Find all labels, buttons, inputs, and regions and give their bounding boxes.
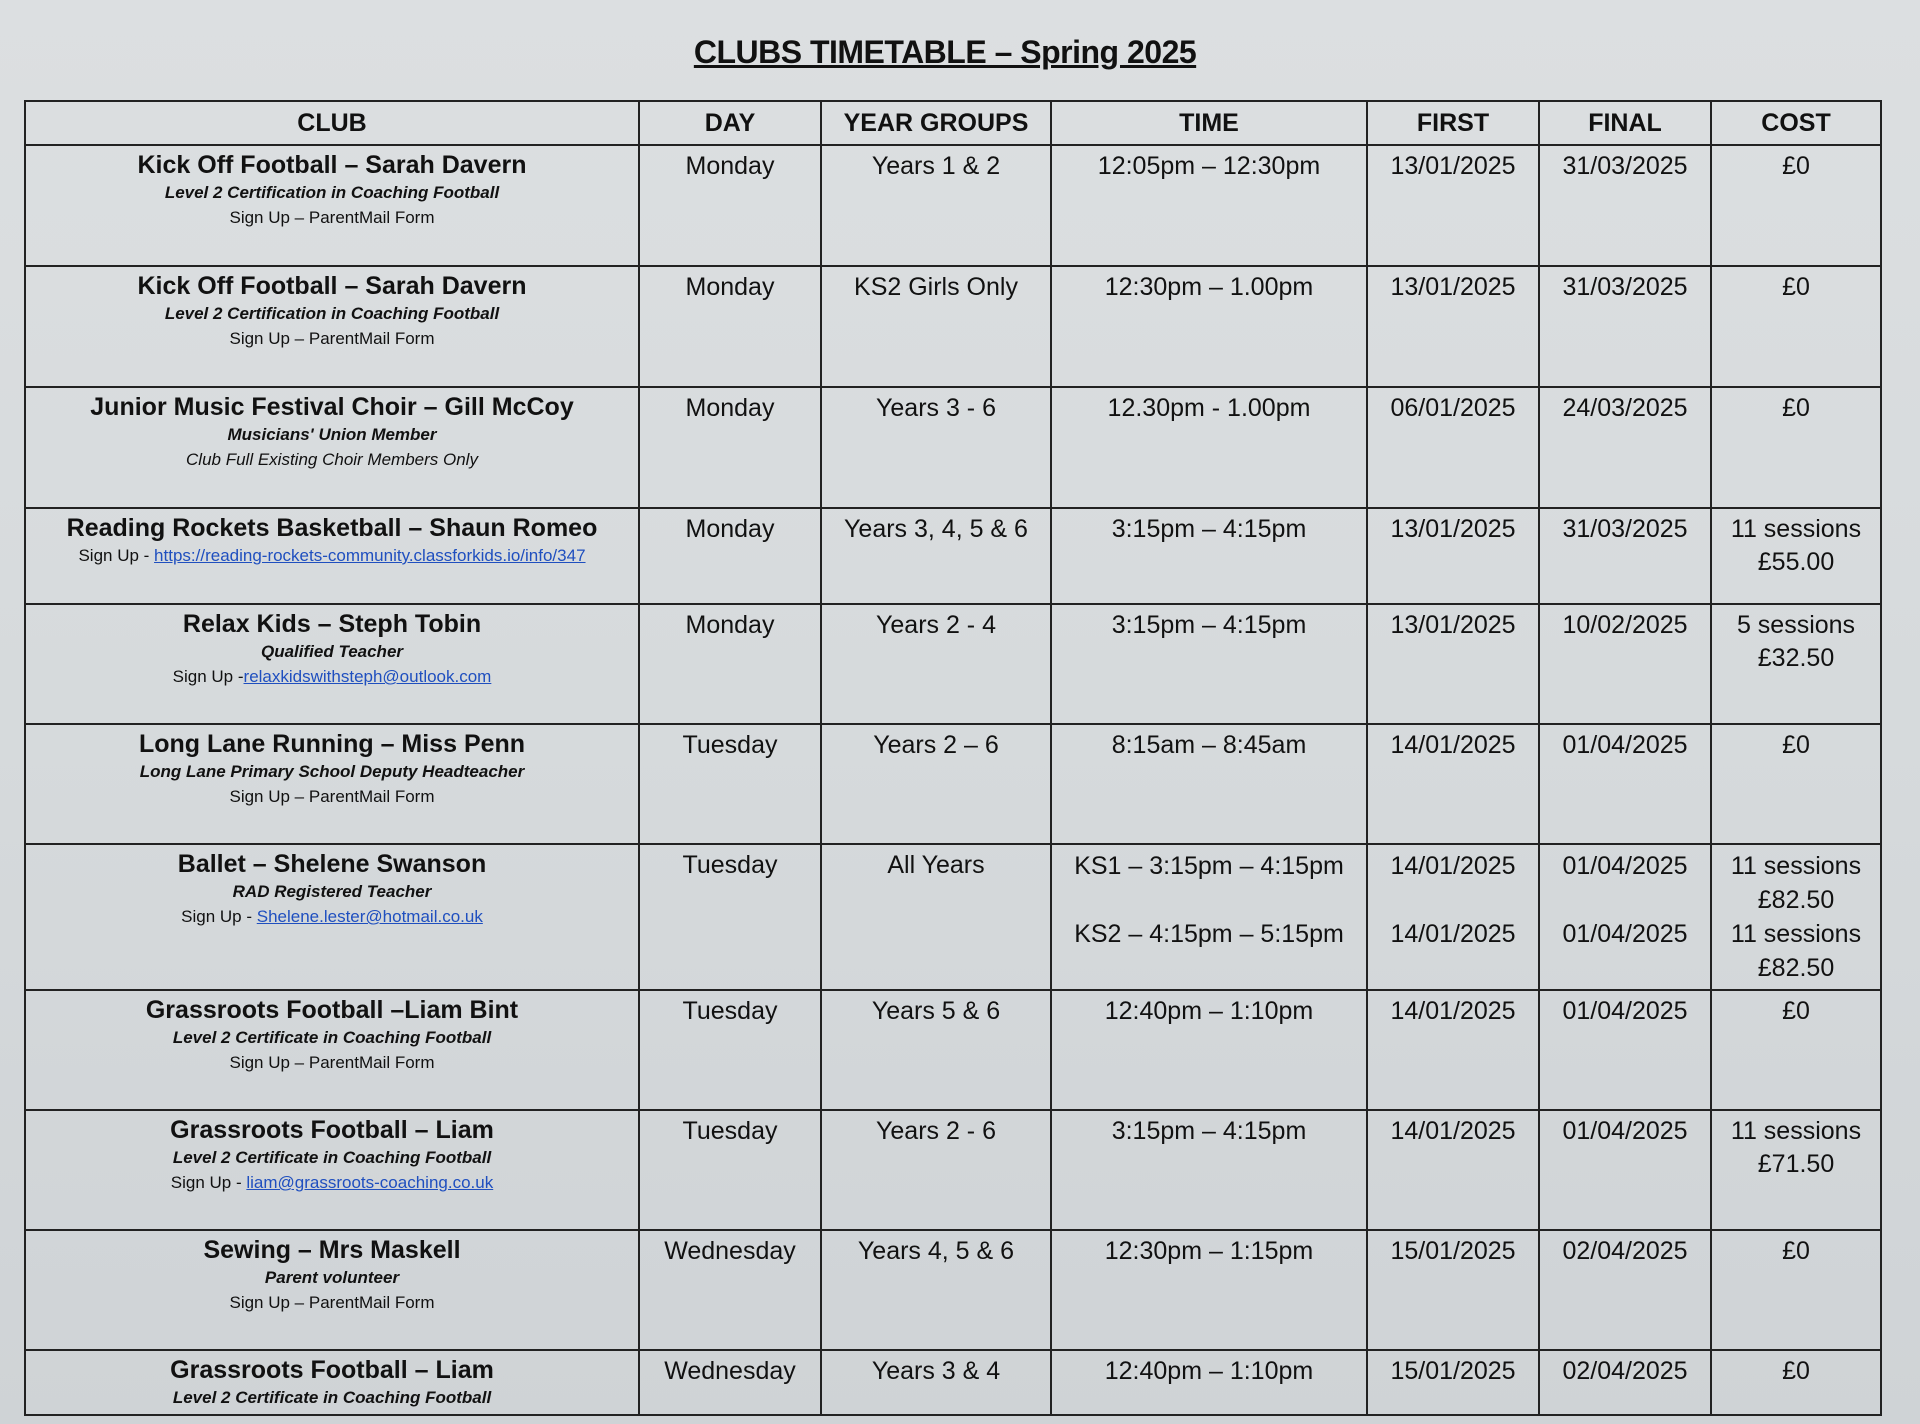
year-groups-cell: Years 1 & 2 [821,145,1051,266]
club-signup: Sign Up – ParentMail Form [229,787,435,806]
cost-amount: £82.50 [1757,954,1835,982]
final-date-cell [1539,844,1711,990]
day-cell: Wednesday [639,1350,821,1415]
cost-sessions: 11 sessions [1730,515,1862,543]
signup-link[interactable]: relaxkidswithsteph@outlook.com [243,667,492,686]
time-cell: 12:40pm – 1:10pm [1051,1350,1367,1415]
day-cell: Monday [639,387,821,508]
club-name: Grassroots Football – Liam [170,1356,494,1384]
cost-amount: £55.00 [1757,548,1835,576]
club-name: Reading Rockets Basketball – Shaun Romeo [66,514,598,542]
final-date-cell: 02/04/2025 [1539,1350,1711,1415]
club-cell [25,724,639,844]
day-cell: Tuesday [639,990,821,1110]
header-year-groups: YEAR GROUPS [821,101,1051,145]
year-groups-cell: Years 4, 5 & 6 [821,1230,1051,1350]
table-row [25,1110,1881,1230]
club-qualification: Musicians' Union Member [227,425,437,444]
day-cell: Tuesday [639,1110,821,1230]
club-qualification: Level 2 Certificate in Coaching Football [172,1148,492,1167]
first-date-ks2: 14/01/2025 [1390,920,1516,948]
signup-prefix: Sign Up - [181,907,257,926]
club-cell [25,604,639,724]
header-time: TIME [1051,101,1367,145]
year-groups-cell: Years 2 - 6 [821,1110,1051,1230]
club-cell [25,1230,639,1350]
time-ks2: KS2 – 4:15pm – 5:15pm [1074,920,1344,948]
signup-link[interactable]: https://reading-rockets-community.classforkids.io/info/347 [154,546,586,565]
spacer [1058,883,1360,917]
table-row [25,844,1881,990]
cost-amount: £32.50 [1757,644,1835,672]
club-signup: Sign Up – ParentMail Form [229,208,435,227]
table-row [25,387,1881,508]
club-qualification: Level 2 Certificate in Coaching Football [172,1028,492,1047]
club-cell [25,508,639,604]
first-date-cell: 13/01/2025 [1367,266,1539,387]
table-row [25,508,1881,604]
page-title: CLUBS TIMETABLE – Spring 2025 [693,34,1197,70]
final-date-ks1: 01/04/2025 [1562,852,1688,880]
club-cell [25,387,639,508]
first-date-cell: 14/01/2025 [1367,990,1539,1110]
club-signup: Sign Up – ParentMail Form [229,1053,435,1072]
year-groups-cell: All Years [821,844,1051,990]
first-date-cell: 13/01/2025 [1367,145,1539,266]
club-signup [32,664,632,689]
time-cell: 8:15am – 8:45am [1051,724,1367,844]
table-row [25,1230,1881,1350]
cost-amount: £82.50 [1757,886,1835,914]
table-row [25,266,1881,387]
cost-cell: £0 [1711,990,1881,1110]
club-qualification: Qualified Teacher [260,642,404,661]
club-name: Grassroots Football – Liam [170,1116,494,1144]
day-cell: Tuesday [639,844,821,990]
time-cell: 3:15pm – 4:15pm [1051,604,1367,724]
club-name: Ballet – Shelene Swanson [177,850,487,878]
club-signup: Sign Up – ParentMail Form [229,329,435,348]
cost-cell [1711,508,1881,604]
day-cell: Tuesday [639,724,821,844]
cost-sessions: 5 sessions [1736,611,1856,639]
cost-cell: £0 [1711,1230,1881,1350]
final-date-cell: 01/04/2025 [1539,990,1711,1110]
final-date-cell: 31/03/2025 [1539,266,1711,387]
first-date-cell: 15/01/2025 [1367,1350,1539,1415]
time-cell: 3:15pm – 4:15pm [1051,508,1367,604]
club-name: Long Lane Running – Miss Penn [138,730,526,758]
time-cell: 12:05pm – 12:30pm [1051,145,1367,266]
time-cell: 3:15pm – 4:15pm [1051,1110,1367,1230]
clubs-timetable [24,100,1882,1416]
header-row [25,101,1881,145]
cost-cell [1711,1110,1881,1230]
club-qualification: Level 2 Certification in Coaching Football [164,183,500,202]
header-final: FINAL [1539,101,1711,145]
first-date-cell: 13/01/2025 [1367,604,1539,724]
signup-link[interactable]: liam@grassroots-coaching.co.uk [246,1173,494,1192]
final-date-cell: 01/04/2025 [1539,1110,1711,1230]
cost-cell: £0 [1711,1350,1881,1415]
club-name: Sewing – Mrs Maskell [203,1236,461,1264]
final-date-cell: 10/02/2025 [1539,604,1711,724]
club-signup [32,1170,632,1195]
time-cell: 12.30pm - 1.00pm [1051,387,1367,508]
year-groups-cell: Years 5 & 6 [821,990,1051,1110]
day-cell: Monday [639,266,821,387]
time-cell: 12:40pm – 1:10pm [1051,990,1367,1110]
year-groups-cell: Years 2 - 4 [821,604,1051,724]
first-date-ks1: 14/01/2025 [1390,852,1516,880]
day-cell: Monday [639,604,821,724]
club-cell [25,844,639,990]
signup-prefix: Sign Up - [172,667,244,686]
time-ks1: KS1 – 3:15pm – 4:15pm [1074,852,1344,880]
club-signup [32,904,632,929]
final-date-cell: 01/04/2025 [1539,724,1711,844]
first-date-cell: 14/01/2025 [1367,1110,1539,1230]
club-name: Junior Music Festival Choir – Gill McCoy [90,393,574,421]
header-first: FIRST [1367,101,1539,145]
club-qualification: RAD Registered Teacher [232,882,432,901]
header-day: DAY [639,101,821,145]
first-date-cell: 14/01/2025 [1367,724,1539,844]
day-cell: Monday [639,145,821,266]
cost-sessions: 11 sessions [1730,852,1862,880]
header-club: CLUB [25,101,639,145]
first-date-cell: 15/01/2025 [1367,1230,1539,1350]
first-date-cell: 13/01/2025 [1367,508,1539,604]
header-cost: COST [1711,101,1881,145]
table-row [25,604,1881,724]
cost-cell: £0 [1711,724,1881,844]
year-groups-cell: Years 2 – 6 [821,724,1051,844]
day-cell: Wednesday [639,1230,821,1350]
final-date-cell: 31/03/2025 [1539,145,1711,266]
club-qualification: Level 2 Certification in Coaching Football [164,304,500,323]
cost-cell: £0 [1711,387,1881,508]
year-groups-cell: KS2 Girls Only [821,266,1051,387]
signup-link[interactable]: Shelene.lester@hotmail.co.uk [256,907,483,926]
first-date-cell [1367,844,1539,990]
table-row [25,724,1881,844]
cost-cell: £0 [1711,145,1881,266]
club-cell [25,1350,639,1415]
cost-cell [1711,844,1881,990]
year-groups-cell: Years 3, 4, 5 & 6 [821,508,1051,604]
club-name: Grassroots Football –Liam Bint [145,996,519,1024]
final-date-cell: 02/04/2025 [1539,1230,1711,1350]
cost-sessions: 11 sessions [1730,1117,1862,1145]
club-cell [25,990,639,1110]
final-date-cell: 24/03/2025 [1539,387,1711,508]
cost-cell [1711,604,1881,724]
club-cell [25,145,639,266]
club-name: Kick Off Football – Sarah Davern [137,151,527,179]
time-cell: 12:30pm – 1.00pm [1051,266,1367,387]
club-cell [25,1110,639,1230]
club-cell [25,266,639,387]
first-date-cell: 06/01/2025 [1367,387,1539,508]
club-note: Club Full Existing Choir Members Only [186,450,478,469]
time-cell: 12:30pm – 1:15pm [1051,1230,1367,1350]
club-qualification: Long Lane Primary School Deputy Headteacher [139,762,525,781]
signup-prefix: Sign Up - [170,1173,247,1192]
time-cell [1051,844,1367,990]
club-name: Relax Kids – Steph Tobin [182,610,482,638]
cost-amount: £71.50 [1757,1150,1835,1178]
year-groups-cell: Years 3 & 4 [821,1350,1051,1415]
club-name: Kick Off Football – Sarah Davern [137,272,527,300]
club-qualification: Parent volunteer [264,1268,400,1287]
signup-prefix: Sign Up - [78,546,155,565]
final-date-ks2: 01/04/2025 [1562,920,1688,948]
table-row [25,145,1881,266]
cost-cell: £0 [1711,266,1881,387]
club-signup: Sign Up – ParentMail Form [229,1293,435,1312]
day-cell: Monday [639,508,821,604]
club-qualification: Level 2 Certificate in Coaching Football [172,1388,492,1407]
year-groups-cell: Years 3 - 6 [821,387,1051,508]
table-row [25,1350,1881,1415]
table-row [25,990,1881,1110]
club-signup [32,543,632,568]
final-date-cell: 31/03/2025 [1539,508,1711,604]
cost-sessions: 11 sessions [1730,920,1862,948]
